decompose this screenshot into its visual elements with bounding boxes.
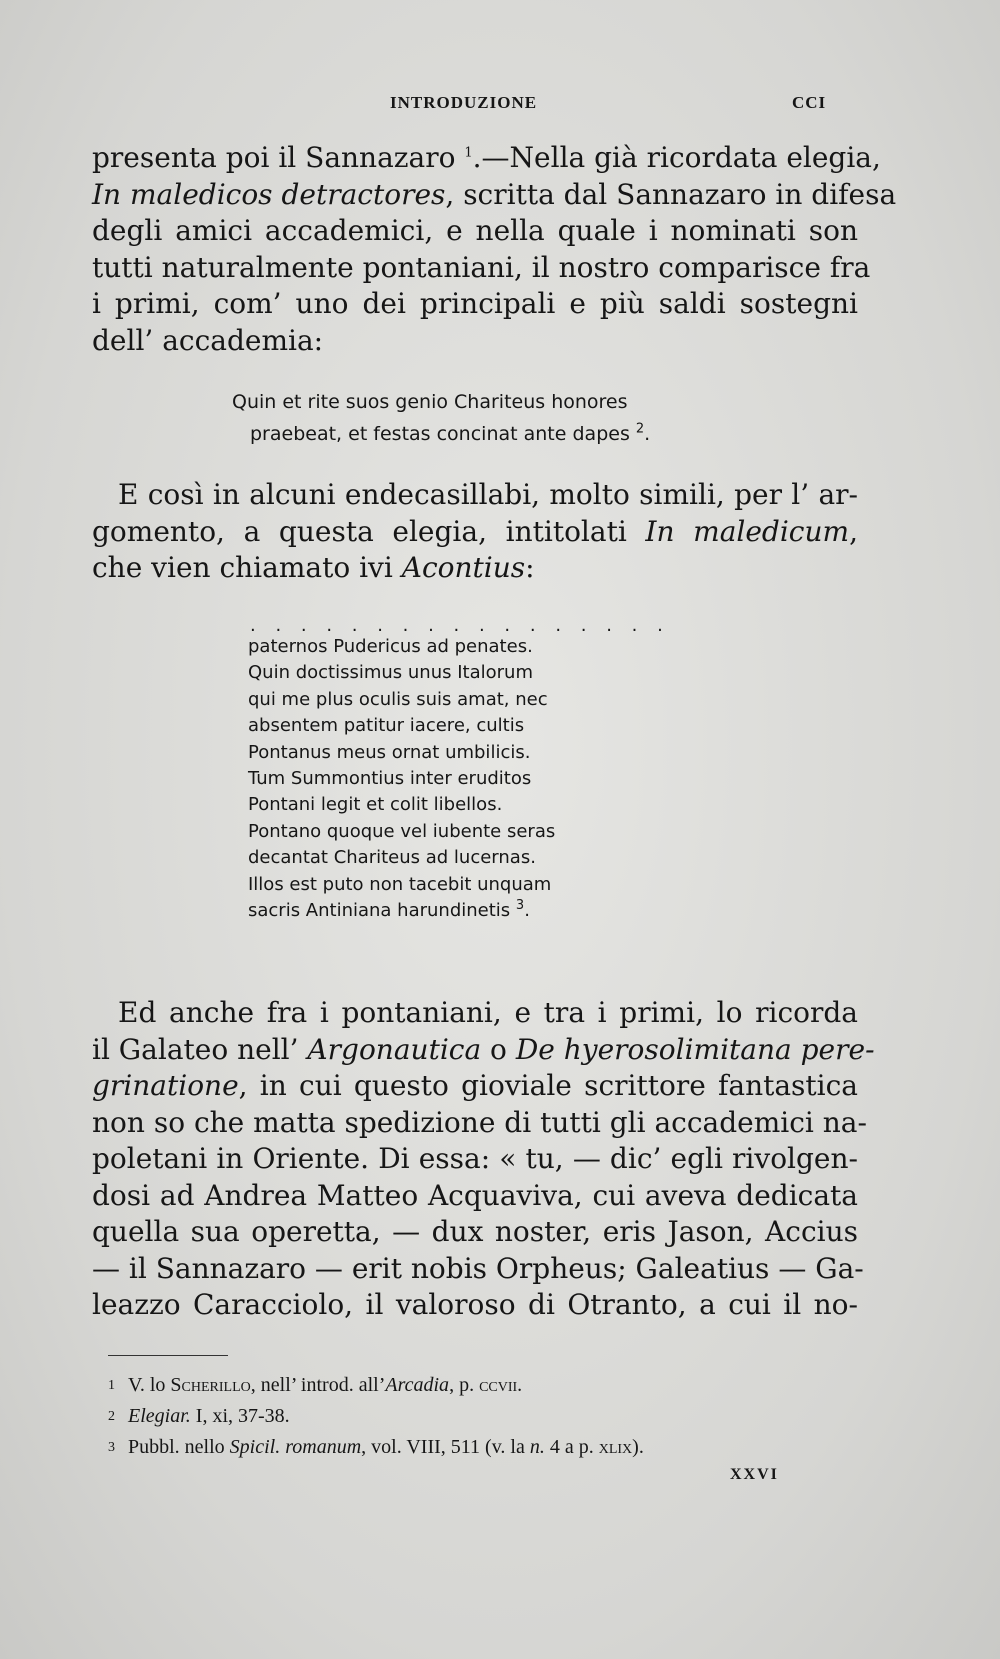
text-run: . xyxy=(644,423,651,445)
text-line: leazzo Caracciolo, il valoroso di Otranto, a cui il no- xyxy=(92,1288,858,1321)
text-line: Ed anche fra i pontaniani, e tra i primi, lo ricorda xyxy=(118,996,858,1029)
text-line: quella sua operetta, — dux noster, eris Jason, Accius xyxy=(92,1215,858,1248)
text-run: presenta poi il Sannazaro xyxy=(92,141,465,174)
author-name: Scherillo xyxy=(170,1374,251,1396)
text-run: . xyxy=(524,900,530,922)
title-italic: Argonautica xyxy=(307,1032,482,1066)
paragraph-3 xyxy=(92,995,875,1324)
text-line: E così in alcuni endecasillabi, molto simili, per l’ ar- xyxy=(118,478,858,511)
verse-quote-1 xyxy=(232,386,650,450)
title-italic: De hyerosolimitana pere- xyxy=(515,1032,875,1066)
page-ref: xlix). xyxy=(598,1436,644,1458)
text-run: praebeat, et festas concinat ante dapes xyxy=(250,423,636,445)
text-line: degli amici accademici, e nella quale i nominati son xyxy=(92,214,858,247)
page-number: CCI xyxy=(792,93,827,112)
title-italic: grinatione xyxy=(92,1069,239,1102)
footnote-number: 3 xyxy=(108,1440,115,1455)
text-run: , nell’ introd. all’ xyxy=(250,1374,386,1396)
title-italic: In maledicos detractores xyxy=(92,177,446,211)
page-header xyxy=(0,93,1000,123)
paragraph-1 xyxy=(92,140,897,359)
page-ref: ccvii. xyxy=(479,1374,523,1396)
text-line: tutti naturalmente pontaniani, il nostro comparisce fra xyxy=(92,250,871,284)
name-italic: Acontius xyxy=(401,551,526,584)
footnote-separator xyxy=(108,1355,228,1356)
text-run: 4 a p. xyxy=(544,1436,599,1458)
footnote-ref: 3 xyxy=(515,898,525,914)
paragraph-2 xyxy=(92,477,858,587)
running-title: INTRODUZIONE xyxy=(390,93,538,112)
text-line: dosi ad Andrea Matteo Acquaviva, cui aveva dedicata xyxy=(92,1178,858,1212)
text-run: che vien chiamato ivi xyxy=(92,551,402,584)
text-run: , in cui questo gioviale scrittore fantastica xyxy=(238,1069,858,1102)
text-line xyxy=(92,140,881,177)
title-italic: Spicil. romanum xyxy=(229,1436,362,1458)
title-italic: In maledicum xyxy=(645,514,850,548)
text-run: V. lo xyxy=(128,1374,171,1396)
text-line: non so che matta spedizione di tutti gli accademici na- xyxy=(92,1105,867,1139)
title-italic: Arcadia xyxy=(385,1374,450,1396)
title-italic: Elegiar. xyxy=(128,1405,191,1427)
verse-line: paternos Pudericus ad penates. xyxy=(248,636,533,657)
verse-line xyxy=(248,898,555,924)
text-run: Pubbl. nello xyxy=(128,1436,230,1458)
verse-line: Tum Summontius inter eruditos xyxy=(248,768,532,790)
text-run: o xyxy=(481,1032,516,1066)
footnote-number: 2 xyxy=(108,1409,115,1424)
text-line: i primi, com’ uno dei principali e più saldi sostegni xyxy=(92,287,858,320)
text-run: , vol. VIII, 511 (v. la xyxy=(361,1436,530,1458)
text-line xyxy=(92,1068,858,1105)
footnote-1 xyxy=(108,1370,868,1401)
footnotes xyxy=(108,1370,868,1463)
footnote-2 xyxy=(108,1401,868,1432)
verse-line xyxy=(232,418,650,450)
verse-line: Pontanus meus ornat umbilicis. xyxy=(248,741,531,763)
text-line: dell’ accademia: xyxy=(92,323,324,357)
verse-line: Illos est puto non tacebit unquam xyxy=(248,873,552,895)
text-run: .—Nella già ricordata elegia, xyxy=(472,141,881,174)
verse-line: Quin et rite suos genio Chariteus honores xyxy=(232,391,628,413)
verse-line: Pontani legit et colit libellos. xyxy=(248,794,503,816)
text-line xyxy=(92,550,858,587)
text-run: , scritta dal Sannazaro in difesa xyxy=(445,177,897,211)
verse-line: absentem patitur iacere, cultis xyxy=(248,715,525,737)
text-run: I, xi, 37-38. xyxy=(190,1405,290,1427)
signature-mark: XXVI xyxy=(730,1466,779,1483)
text-line xyxy=(92,177,897,214)
footnote-3 xyxy=(108,1432,868,1463)
footnote-number: 1 xyxy=(108,1378,115,1393)
verse-quote-2 xyxy=(248,634,555,924)
text-line: poletani in Oriente. Di essa: « tu, — dic’ egli rivolgen- xyxy=(92,1142,858,1175)
verse-line: Pontano quoque vel iubente seras xyxy=(248,820,556,842)
text-run: , xyxy=(849,514,858,548)
text-run: : xyxy=(525,551,535,584)
text-run: sacris Antiniana harundinetis xyxy=(248,900,516,922)
text-line xyxy=(92,1032,875,1069)
text-run: , p. xyxy=(449,1374,480,1396)
verse-line: qui me plus oculis suis amat, nec xyxy=(248,688,548,710)
text-line: — il Sannazaro — erit nobis Orpheus; Galeatius — Ga- xyxy=(92,1251,864,1285)
ellipsis-dots: . . . . . . . . . . . . . . . . . xyxy=(250,615,670,636)
text-line xyxy=(92,514,858,551)
verse-line: Quin doctissimus unus Italorum xyxy=(248,662,533,684)
footnote-ref: 1 xyxy=(464,145,473,161)
verse-line: decantat Chariteus ad lucernas. xyxy=(248,847,536,869)
note-italic: n. xyxy=(529,1436,545,1458)
text-run: gomento, a questa elegia, intitolati xyxy=(92,514,646,548)
text-run: il Galateo nell’ xyxy=(92,1032,308,1066)
footnote-ref: 2 xyxy=(635,421,645,437)
